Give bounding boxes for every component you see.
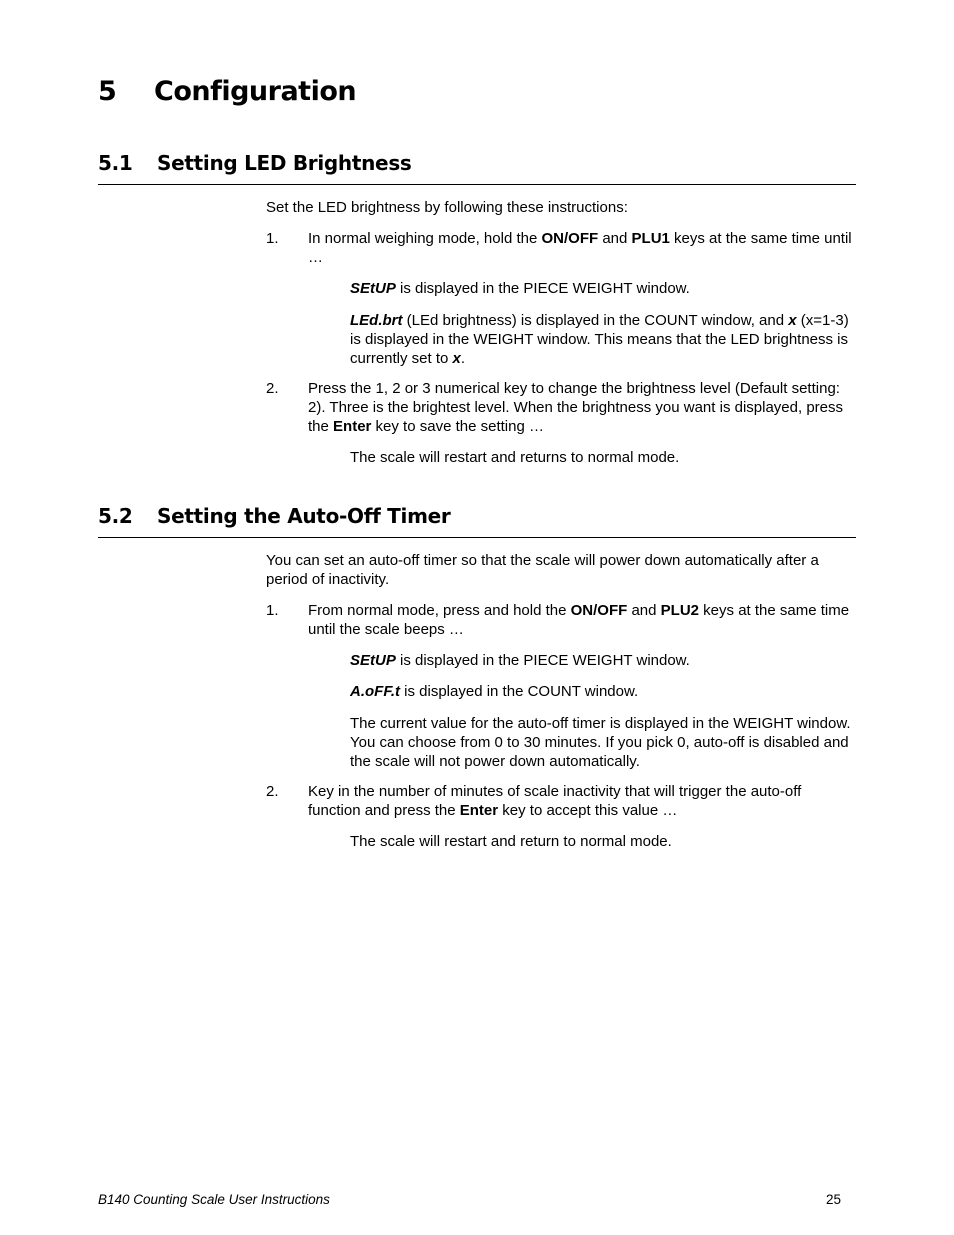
variable: x	[452, 349, 461, 367]
step-result: The scale will restart and returns to normal mode.	[350, 449, 680, 466]
step-item	[266, 380, 856, 436]
step-number: 2.	[266, 380, 279, 397]
step-result: A.oFF.t is displayed in the COUNT window.	[350, 683, 639, 700]
section-title: Setting LED Brightness	[157, 151, 412, 175]
step-result: LEd.brt (LEd brightness) is displayed in the COUNT window, and x (x=1-3) is displayed in the WEIGHT window. This means that the LED brightness is currently set to x.	[350, 312, 849, 367]
step-item	[266, 230, 856, 268]
step-text: Press the 1, 2 or 3 numerical key to change the brightness level (Default setting: 2). Three is the brightest level. When the brightness you want is displayed, press the Enter key to save the setting …	[308, 380, 843, 435]
chapter-number: 5	[98, 76, 117, 107]
section-heading-auto-off-timer	[98, 496, 856, 538]
display-code: SEtUP	[350, 280, 396, 297]
variable: x	[788, 312, 797, 329]
key-label: Enter	[459, 801, 499, 819]
section-intro: You can set an auto-off timer so that the scale will power down automatically after a period of inactivity.	[266, 552, 819, 588]
display-code: SEtUP	[350, 652, 396, 669]
section-number: 5.1	[98, 151, 133, 175]
key-label: PLU1	[631, 230, 670, 247]
step-result: The current value for the auto-off timer is displayed in the WEIGHT window. You can choose from 0 to 30 minutes. If you pick 0, auto-off is disabled and the scale will not power down automatically.	[350, 715, 851, 770]
display-code: A.oFF.t	[350, 683, 400, 700]
step-number: 1.	[266, 602, 279, 619]
step-result: SEtUP is displayed in the PIECE WEIGHT window.	[350, 652, 690, 669]
key-label: Enter	[333, 417, 372, 435]
chapter-title: Configuration	[154, 76, 357, 107]
step-number: 2.	[266, 783, 279, 800]
step-text: In normal weighing mode, hold the ON/OFF and PLU1 keys at the same time until …	[308, 230, 852, 266]
chapter-heading	[98, 72, 356, 112]
step-number: 1.	[266, 230, 279, 247]
section-intro: Set the LED brightness by following these instructions:	[266, 199, 628, 216]
section-title: Setting the Auto-Off Timer	[157, 504, 451, 528]
key-label: PLU2	[660, 602, 700, 619]
step-result: SEtUP is displayed in the PIECE WEIGHT window.	[350, 280, 690, 297]
footer-page-number: 25	[826, 1192, 842, 1207]
step-item	[266, 783, 856, 821]
display-code: LEd.brt	[350, 312, 403, 329]
section-number: 5.2	[98, 504, 133, 528]
section-heading-led-brightness	[98, 143, 856, 185]
step-text: From normal mode, press and hold the ON/OFF and PLU2 keys at the same time until the scale beeps …	[308, 602, 850, 638]
key-label: ON/OFF	[541, 230, 599, 247]
footer-document-title: B140 Counting Scale User Instructions	[98, 1192, 330, 1207]
step-result: The scale will restart and return to normal mode.	[350, 833, 672, 850]
step-text: Key in the number of minutes of scale inactivity that will trigger the auto-off function and press the Enter key to accept this value …	[308, 783, 802, 819]
step-item	[266, 602, 856, 640]
key-label: ON/OFF	[570, 602, 628, 619]
